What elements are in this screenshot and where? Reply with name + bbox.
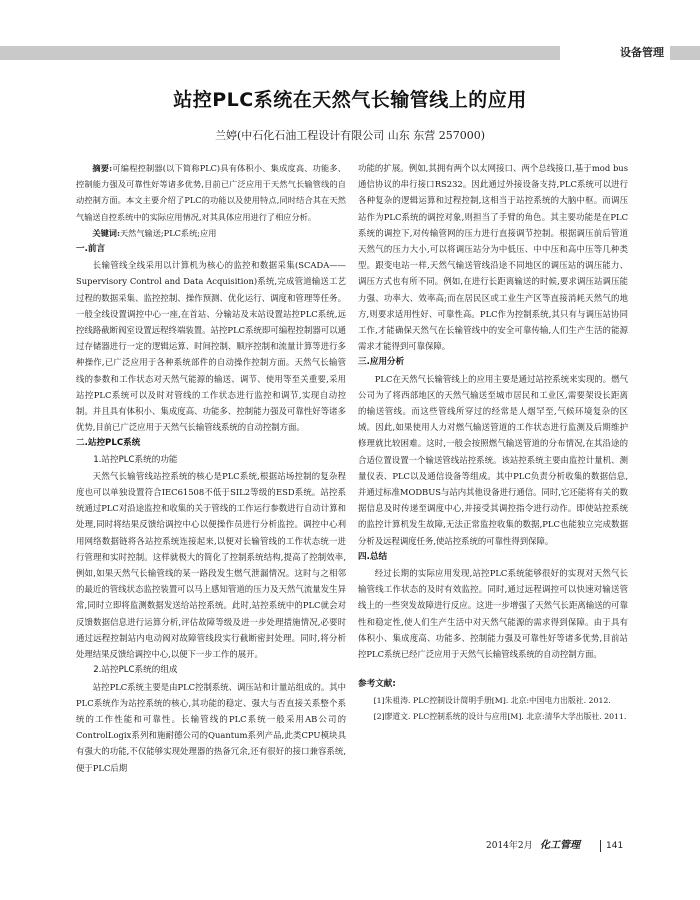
paragraph: 经过长期的实际应用发现,站控PLC系统能够很好的实现对天然气长输管线工作状态的及时有效监控。同时,通过远程调控可以快速对输送管线上的一些突发故障进行反应。这进一步增强了天然气长距离输送的可靠性和稳定性,使人们生产生活中对天然气能源的需求得到保障。由于具有体积小、集成度高、功能多、控制能力强及可靠性好等诸多优势,目前站控PLC系统已经广泛应用于天然气长输管线系统的自动控制方面。 bbox=[358, 568, 628, 660]
reference-item: [1]朱祖涛. PLC控制设计简明手册[M]. 北京:中国电力出版社. 2012. bbox=[373, 696, 611, 706]
subsection-heading-function: 1.站控PLC系统的功能 bbox=[93, 454, 178, 465]
paragraph: 长输管线全线采用以计算机为核心的监控和数据采集(SCADA——Supervisory Control and Data Acquisition)系统,完成管道输送工艺过程的数据采集、监控控制、操作预测、优化运行、调度和管理等任务。一般全线设置调控中心一座,在首站、分输站及末站设置站控PLC系统,远控线路截断阀室设置远程终端装置。站控PLC系统即可编程控制器可以通过存储器进行一定的逻辑运算、时间控制、顺序控制和流量计算等进行多种操作,已广泛应用于各种系统部件的自动操作控制方面。天然气长输管线的参数和工作状态对天然气能源的输送、调节、使用等至关重要,采用站控PLC系统可以及时对管线的工作状态进行监控和调节,实现自动控制。并且具有体积小、集成度高、功能多、控制能力强及可靠性好等诸多优势,目前已广泛应用于天然气长输管线系统的自动控制方面。 bbox=[76, 260, 346, 433]
section-heading-summary: 四.总结 bbox=[358, 551, 388, 562]
issue-date: 2014年2月 bbox=[486, 841, 533, 851]
abstract-label: 摘要: bbox=[92, 163, 113, 173]
right-column bbox=[358, 160, 628, 724]
section-heading-intro: 一.前言 bbox=[76, 244, 106, 255]
subsection-heading-composition: 2.站控PLC系统的组成 bbox=[93, 665, 178, 676]
section-heading-analysis: 三.应用分析 bbox=[358, 357, 405, 368]
left-column bbox=[76, 160, 346, 776]
page-footer bbox=[0, 838, 700, 854]
paragraph: 天然气长输管线站控系统的核心是PLC系统,根据站场控制的复杂程度也可以单独设置符合IEC61508不低于SIL2等级的ESD系统。站控系统通过PLC对沿途监控和收集的关于管线的工作运行参数进行自动计算和处理,同时将结果反馈给调控中心以便操作员进行分析监控。调控中心利用网络数据链将各站控系统连接起来,以便对长输管线的工作状态统一进行管理和实时控制。这样就极大的简化了控制系统结构,提高了控制效率,例如,如果天然气长输管线的某一路段发生燃气泄漏情况。这时与之相邻的最近的管线状态监控装置可以马上感知管道的压力及天然气流量发生异常,同时立即将监测数据发送给站控系统。此时,站控系统中的PLC就会对反馈数据信息进行运算分析,评估故障等级及进一步处理措施情况,必要时通过远程控制站内电动阀对故障管线段实行截断密封处理。同时,将分析处理结果反馈给调控中心,以便下一步工作的展开。 bbox=[76, 470, 346, 660]
section-tag bbox=[560, 43, 670, 63]
author-line: 兰婷(中石化石油工程设计有限公司 山东 东营 257000) bbox=[214, 129, 486, 142]
article-title: 站控PLC系统在天然气长输管线上的应用 bbox=[173, 89, 527, 111]
paragraph: 站控PLC系统主要是由PLC控制系统、调压站和计量站组成的。其中PLC系统作为站控系统的核心,其功能的稳定、强大与否直接关系整个系统的工作性能和可靠性。长输管线的PLC系统一般采用AB公司的ControlLogix系列和施耐德公司的Quantum系列产品,此类CPU模块具有强大的功能,不仅能够实现处理器的热备冗余,还有很好的接口兼容系统,便于PLC后期 bbox=[76, 681, 346, 773]
reference-item: [2]廖道文. PLC控制系统的设计与应用[M]. 北京:清华大学出版社. 2011. bbox=[373, 712, 627, 722]
paragraph: PLC在天然气长输管线上的应用主要是通过站控系统来实现的。燃气公司为了将西部地区的天然气输送至城市居民和工业区,需要架设长距离的输送管线。而这些管线所穿过的经常是人烟罕至,气候环境复杂的区域。因此,如果使用人力对燃气输送管道的工作状态进行监测及后期维护修理就比较困难。这时,一般会按照燃气输送管道的分布情况,在其沿途的合适位置设置一个输送管线站控系统。该站控系统主要由监控计量机、测量仪表、PLC以及通信设备等组成。其中PLC负责分析收集的数据信息,并通过标准MODBUS与站内其他设备进行通信。同时,它还能将有关的数据信息及时传递至调度中心,并接受其调控指令进行动作。即使站控系统的监控计算机发生故障,无法正常监控收集的数据,PLC也能独立完成数据分析及远程调度任务,使站控系统的可靠性得到保障。 bbox=[358, 373, 628, 546]
section-heading-plc: 二.站控PLC系统 bbox=[76, 438, 141, 449]
magazine-name: 化工管理 bbox=[540, 840, 580, 851]
keywords-label: 关键词: bbox=[92, 227, 120, 238]
abstract-text: 可编程控制器(以下简称PLC)具有体积小、集成度高、功能多、控制能力强及可靠性好等诸多优势,目前已广泛应用于天然气长输管线的自动控制方面。本文主要介绍了PLC的功能以及使用特点,同时结合其在天然气输送自控系统中的实际应用情况,对其具体应用进行了相应分析。 bbox=[76, 163, 346, 222]
paragraph: 功能的扩展。例如,其拥有两个以太网接口、两个总线接口,基于mod bus通信协议的串行接口RS232。因此通过外接设备支持,PLC系统可以进行各种复杂的逻辑运算和过程控制,这相当于站控系统的大脑中枢。而调压站作为PLC系统的调控对象,则担当了手臂的角色。其主要功能是在PLC系统的调控下,对传输管网的压力进行直接调节控制。根据调压前后管道天然气的压力大小,可以将调压站分为中低压、中中压和高中压等几种类型。跟变电站一样,天然气输送管线沿途不同地区的调压站的调压能力、调压方式也有所不同。例如,在进行长距离输送的时候,要求调压站调压能力强、功率大、效率高;而在居民区或工业生产区等直接消耗天然气的地方,则要求适用性好、可靠性高。PLC作为控制系统,其只有与调压站协同工作,才能确保天然气在长输管线中的安全可靠传输,人们生产生活的能源需求才能得到可靠保障。 bbox=[358, 163, 628, 352]
page-number: 141 bbox=[606, 841, 624, 851]
keywords-text: 天然气输送;PLC系统;应用 bbox=[119, 227, 217, 238]
references-heading: 参考文献: bbox=[358, 679, 396, 690]
keywords bbox=[76, 225, 346, 241]
abstract bbox=[76, 160, 346, 225]
footer-divider bbox=[600, 840, 601, 852]
section-tag-label: 设备管理 bbox=[620, 46, 664, 59]
